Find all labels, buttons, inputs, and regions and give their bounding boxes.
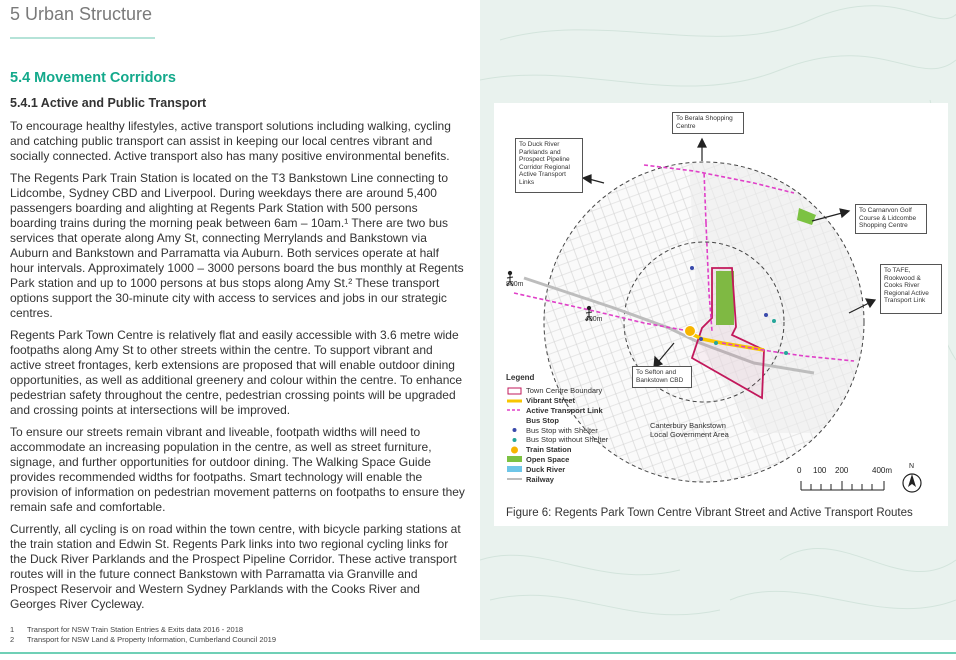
legend-symbol xyxy=(506,436,523,444)
legend-symbol xyxy=(506,426,523,434)
chapter-rule xyxy=(10,37,155,39)
bus-stop-without-shelter xyxy=(772,319,776,323)
ring-label-800m: 800m xyxy=(506,281,524,288)
scale-label: 0 xyxy=(797,466,802,475)
ring-label-400m: 400m xyxy=(585,316,603,323)
legend-symbol xyxy=(506,387,523,395)
section-heading: 5.4 Movement Corridors xyxy=(10,70,176,86)
legend-item-open-space xyxy=(506,455,636,465)
footnotes xyxy=(10,625,470,645)
paragraph: To encourage healthy lifestyles, active transport solutions including walking, cycling and catching public transport can assist in keeping our local centres vibrant and socially connected. Active transport also has many positive environmental benefits. xyxy=(10,119,451,163)
lga-label: Canterbury Bankstown Local Government Area xyxy=(650,421,729,439)
bottom-rule xyxy=(0,652,956,654)
legend-label: Bus Stop without Shelter xyxy=(526,435,609,445)
map-legend xyxy=(506,373,636,484)
legend-symbol xyxy=(506,465,523,473)
legend-item-boundary xyxy=(506,386,636,396)
callout-carnarvon: To Carnarvon Golf Course & Lidcombe Shopping Centre xyxy=(855,204,927,234)
paragraph: The Regents Park Train Station is located on the T3 Bankstown Line connecting to Lidcombe, Sydney CBD and Liverpool. During weekdays there are around 5,400 passengers boarding and alighting at Regents Park Station with 500 persons boarding trains during the morning peak between 6am – 10am.¹ There are two bus services that operate along Amy St, connecting Merrylands and Bankstown via Auburn and Bankstown and Parramatta via Auburn. Both services operate at half hour intervals. Approximately 1000 – 3000 persons board the bus monthly at Regents Park station and up to 1000 persons at bus stops along Amy St.² These transport options support the 30-minute city with access to services and jobs in our strategic centres. xyxy=(10,171,464,320)
north-arrow xyxy=(903,474,921,492)
footnote-number: 2 xyxy=(10,635,15,644)
footnote-text: Transport for NSW Land & Property Information, Cumberland Council 2019 xyxy=(27,635,277,644)
scale-label: 400m xyxy=(872,466,893,475)
legend-symbol xyxy=(506,406,523,414)
legend-symbol xyxy=(506,455,523,463)
callout-duck-river: To Duck River Parklands and Prospect Pipeline Corridor Regional Active Transport Links xyxy=(515,138,583,193)
bus-stop-with-shelter xyxy=(690,266,694,270)
subsection-heading: 5.4.1 Active and Public Transport xyxy=(10,96,207,110)
legend-label: Bus Stop with Shelter xyxy=(526,425,598,435)
legend-item-vibrant xyxy=(506,396,636,406)
legend-label: Active Transport Link xyxy=(526,405,603,415)
legend-item-bus-noshelter xyxy=(506,435,636,445)
bus-stop-with-shelter xyxy=(699,337,703,341)
legend-label: Bus Stop xyxy=(526,415,559,425)
legend-item-train xyxy=(506,445,636,455)
legend-symbol xyxy=(506,397,523,405)
legend-item-active xyxy=(506,406,636,416)
north-label: N xyxy=(909,463,915,470)
legend-item-none xyxy=(506,415,636,425)
legend-label: Train Station xyxy=(526,445,572,455)
train-station-marker xyxy=(685,326,696,337)
legend-item-river xyxy=(506,464,636,474)
bus-stop-without-shelter xyxy=(714,341,718,345)
legend-symbol xyxy=(506,446,523,454)
callout-sefton: To Sefton and Bankstown CBD xyxy=(632,366,692,388)
scale-bar xyxy=(801,481,884,490)
legend-item-bus-shelter xyxy=(506,425,636,435)
legend-label: Vibrant Street xyxy=(526,396,576,406)
bus-stop-without-shelter xyxy=(784,351,788,355)
scale-label: 200 xyxy=(835,466,849,475)
legend-symbol xyxy=(506,475,523,483)
chapter-title: 5 Urban Structure xyxy=(10,4,153,24)
footnote xyxy=(10,625,470,635)
paragraph: Currently, all cycling is on road within the town centre, with bicycle parking stations at the train station and Edwin St. Regents Park links into two regional cycling links for the Duck River Parklands and the Prospect Pipeline Corridor. These active transport routes will in the future connect Bankstown with Parramatta via Granville and Prospect Reservoir and Western Sydney Parklands with the Cooks River and Georges River Cycleway. xyxy=(10,522,461,611)
callout-berala: To Berala Shopping Centre xyxy=(672,112,744,134)
legend-item-railway xyxy=(506,474,636,484)
figure-caption: Figure 6: Regents Park Town Centre Vibrant Street and Active Transport Routes xyxy=(506,507,913,519)
legend-label: Railway xyxy=(526,474,554,484)
paragraph: Regents Park Town Centre is relatively flat and easily accessible with 3.6 metre wide footpaths along Amy St to other streets within the centre. To support vibrant and active street frontages, kerb extensions are proposed that will enable outdoor dining opportunities, as well as additional greenery and colour within the centre. To enhance pedestrian safety throughout the centre, pedestrian crossing points will be upgraded and crossing points at intersections will be improved. xyxy=(10,328,463,417)
legend-title: Legend xyxy=(506,373,535,382)
legend-label: Town Centre Boundary xyxy=(526,386,603,396)
callout-tafe: To TAFE, Rookwood & Cooks River Regional Active Transport Link xyxy=(880,264,942,314)
paragraph: To ensure our streets remain vibrant and liveable, footpath widths will need to accommodate an increasing population in the centre, as well as street furniture, signage, and further opportunities for outdoor dining. The Walking Space Guide provides recommended widths for footpaths. Smart technology will enable the provision of information on pedestrian movement patterns on footpaths to ensure they remain safe and comfortable. xyxy=(10,425,465,514)
scale-label: 100 xyxy=(813,466,827,475)
bus-stop-with-shelter xyxy=(764,313,768,317)
footnote-text: Transport for NSW Train Station Entries & Exits data 2016 - 2018 xyxy=(27,625,244,634)
footnote-number: 1 xyxy=(10,625,15,634)
legend-label: Duck River xyxy=(526,464,566,474)
body-text xyxy=(10,119,465,619)
legend-label: Open Space xyxy=(526,454,570,464)
footnote xyxy=(10,635,470,645)
